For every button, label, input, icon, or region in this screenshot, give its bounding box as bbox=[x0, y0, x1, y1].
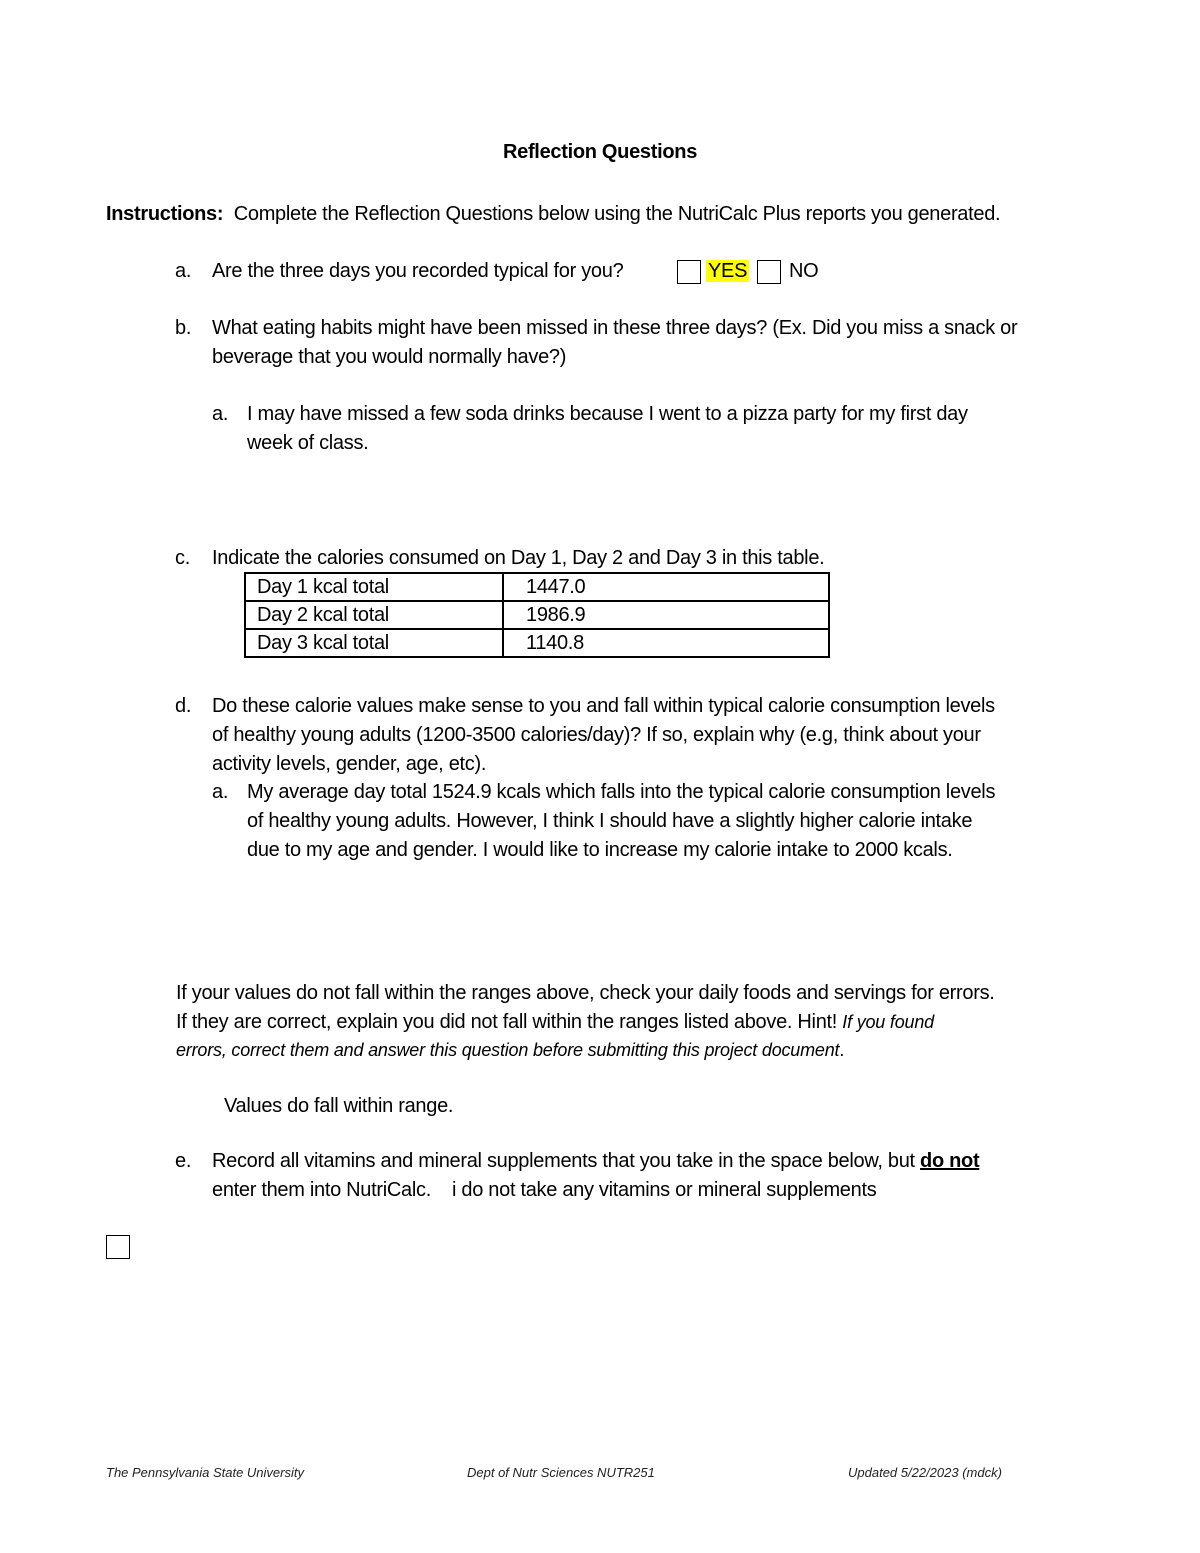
footer-right: Updated 5/22/2023 (mdck) bbox=[848, 1465, 1002, 1480]
hint-italic-1: If you found bbox=[842, 1012, 934, 1032]
kcal-table bbox=[244, 572, 830, 658]
question-e-marker: e. bbox=[175, 1150, 192, 1172]
answer-d-line2: of healthy young adults. However, I think I should have a slightly higher calorie intake bbox=[247, 810, 973, 832]
question-b-marker: b. bbox=[175, 317, 192, 339]
table-row bbox=[245, 601, 829, 629]
hint-period: . bbox=[839, 1040, 845, 1060]
question-e-line2 bbox=[212, 1176, 876, 1205]
range-note-text: If they are correct, explain you did not fall within the ranges listed above. Hint! bbox=[176, 1011, 838, 1033]
empty-checkbox[interactable] bbox=[106, 1235, 130, 1259]
question-e-text: Record all vitamins and mineral supplements that you take in the space below, but bbox=[212, 1150, 915, 1172]
instructions-label: Instructions: bbox=[106, 203, 224, 225]
question-a-marker: a. bbox=[175, 260, 192, 282]
question-e-text2: enter them into NutriCalc. bbox=[212, 1179, 431, 1201]
row-value[interactable]: 1986.9 bbox=[503, 601, 829, 629]
row-label: Day 1 kcal total bbox=[245, 573, 503, 601]
row-label: Day 2 kcal total bbox=[245, 601, 503, 629]
answer-d-marker: a. bbox=[212, 781, 229, 803]
question-d-line2: of healthy young adults (1200-3500 calories/day)? If so, explain why (e.g, think about your bbox=[212, 724, 981, 746]
no-checkbox[interactable] bbox=[757, 260, 781, 284]
question-d-line1: Do these calorie values make sense to you and fall within typical calorie consumption levels bbox=[212, 695, 995, 717]
row-value[interactable]: 1447.0 bbox=[503, 573, 829, 601]
question-a-text: Are the three days you recorded typical for you? bbox=[212, 260, 624, 282]
question-d-line3: activity levels, gender, age, etc). bbox=[212, 753, 487, 775]
footer-left: The Pennsylvania State University bbox=[106, 1465, 304, 1480]
hint-italic-2: errors, correct them and answer this question before submitting this project document bbox=[176, 1040, 840, 1060]
yes-checkbox[interactable] bbox=[677, 260, 701, 284]
question-b-line1: What eating habits might have been missed in these three days? (Ex. Did you miss a snack or bbox=[212, 317, 1018, 339]
answer-d-line1: My average day total 1524.9 kcals which falls into the typical calorie consumption levels bbox=[247, 781, 996, 803]
table-row bbox=[245, 573, 829, 601]
page-title: Reflection Questions bbox=[502, 141, 698, 163]
answer-b-marker: a. bbox=[212, 403, 229, 425]
no-label: NO bbox=[789, 260, 819, 282]
instructions-text: Complete the Reflection Questions below using the NutriCalc Plus reports you generated. bbox=[233, 203, 1001, 225]
question-c-text: Indicate the calories consumed on Day 1, Day 2 and Day 3 in this table. bbox=[212, 547, 825, 569]
question-b-line2: beverage that you would normally have?) bbox=[212, 346, 567, 368]
do-not-emphasis: do not bbox=[920, 1150, 980, 1172]
table-row bbox=[245, 629, 829, 657]
footer-center: Dept of Nutr Sciences NUTR251 bbox=[467, 1465, 655, 1480]
range-note-line3 bbox=[176, 1038, 844, 1062]
answer-e: i do not take any vitamins or mineral supplements bbox=[452, 1179, 877, 1201]
range-answer: Values do fall within range. bbox=[224, 1095, 454, 1117]
row-value[interactable]: 1140.8 bbox=[503, 629, 829, 657]
row-label: Day 3 kcal total bbox=[245, 629, 503, 657]
answer-b-line1: I may have missed a few soda drinks because I went to a pizza party for my first day bbox=[247, 403, 968, 425]
instructions-line bbox=[106, 200, 1000, 229]
question-e-line1 bbox=[212, 1147, 979, 1176]
answer-d-line3: due to my age and gender. I would like to increase my calorie intake to 2000 kcals. bbox=[247, 839, 953, 861]
answer-b-line2: week of class. bbox=[247, 432, 369, 454]
range-note-line2 bbox=[176, 1008, 934, 1037]
question-d-marker: d. bbox=[175, 695, 192, 717]
range-note-line1: If your values do not fall within the ranges above, check your daily foods and servings for errors. bbox=[176, 982, 995, 1004]
yes-option bbox=[706, 257, 749, 286]
question-c-marker: c. bbox=[175, 547, 190, 569]
yes-label: YES bbox=[708, 260, 748, 282]
